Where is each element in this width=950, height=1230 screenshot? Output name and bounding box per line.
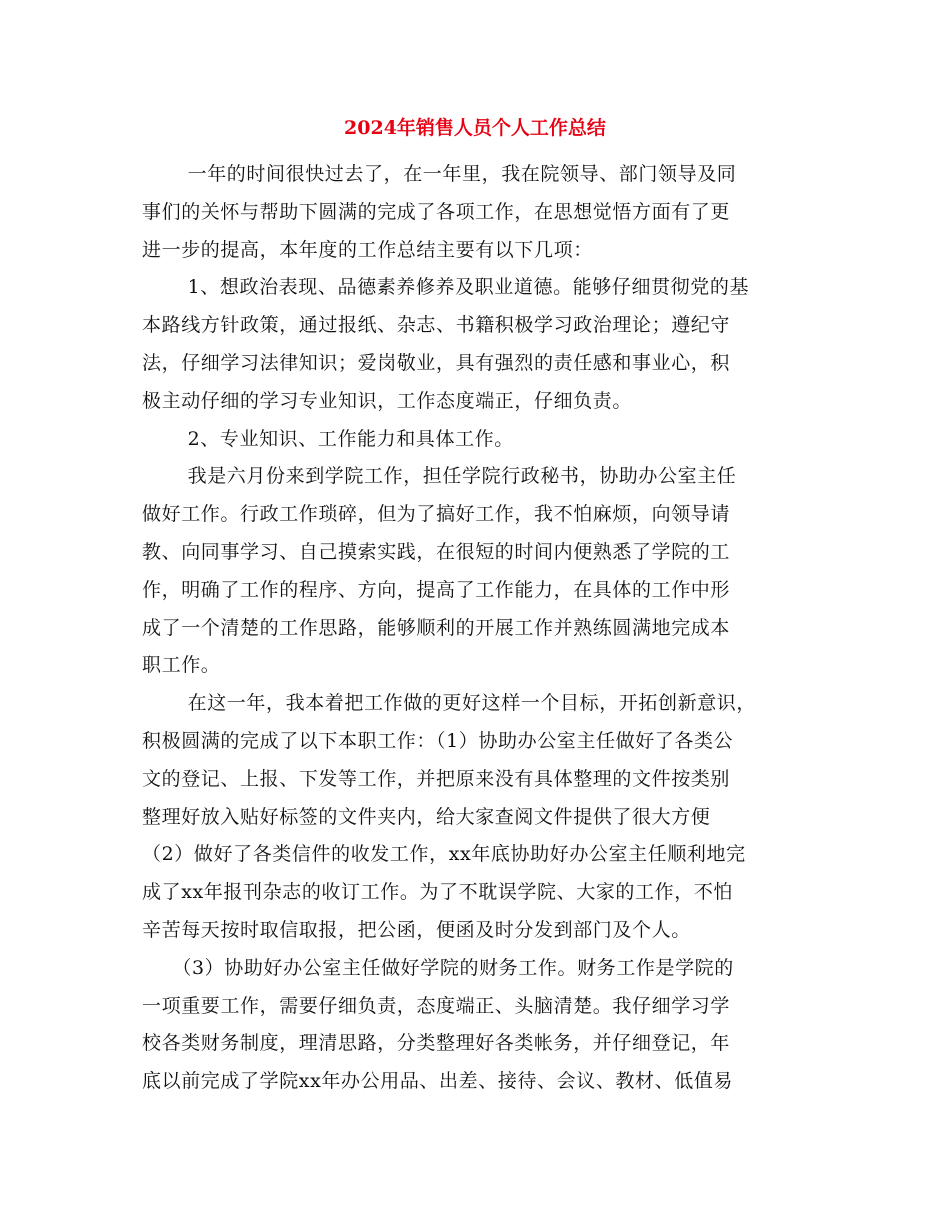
text-line: 作，明确了工作的程序、方向，提高了工作能力，在具体的工作中形 [142,578,731,601]
text-line: 成了xx年报刊杂志的收订工作。为了不耽误学院、大家的工作，不怕 [142,881,734,904]
text-line: 法，仔细学习法律知识；爱岗敬业，具有强烈的责任感和事业心，积 [142,351,731,374]
text-line: 我是六月份来到学院工作，担任学院行政秘书，协助办公室主任 [187,465,737,488]
text-line: 一年的时间很快过去了，在一年里，我在院领导、部门领导及同 [187,163,737,185]
text-line: 积极圆满的完成了以下本职工作：（1）协助办公室主任做好了各类公 [142,729,734,752]
paragraph-6 [142,950,810,1101]
text-line: 2、专业知识、工作能力和具体工作。 [187,427,514,450]
text-line: 职工作。 [142,654,221,677]
text-line: 进一步的提高，本年度的工作总结主要有以下几项： [142,238,593,261]
paragraph-5 [142,685,810,950]
document-body [142,156,810,1101]
text-line: 一项重要工作，需要仔细负责，态度端正、头脑清楚。我仔细学习学 [142,994,731,1017]
text-line: 辛苦每天按时取信取报，把公函，便函及时分发到部门及个人。 [142,918,691,941]
text-line: 本路线方针政策，通过报纸、杂志、书籍积极学习政治理论；遵纪守 [142,314,731,337]
text-line: 文的登记、上报、下发等工作，并把原来没有具体整理的文件按类别 [142,767,731,790]
paragraph-1 [142,156,810,269]
text-line: 事们的关怀与帮助下圆满的完成了各项工作，在思想觉悟方面有了更 [142,200,731,223]
paragraph-2 [142,269,810,420]
document-title: 2024年销售人员个人工作总结 [344,117,606,139]
text-line: 在这一年，我本着把工作做的更好这样一个目标，开拓创新意识， [187,692,756,715]
paragraph-4 [142,458,810,685]
text-line: 教、向同事学习、自己摸索实践，在很短的时间内便熟悉了学院的工 [142,540,731,563]
text-line: 1、想政治表现、品德素养修养及职业道德。能够仔细贯彻党的基 [187,276,750,299]
text-line: （2）做好了各类信件的收发工作，xx年底协助好办公室主任顺利地完 [142,843,746,866]
text-line: 做好工作。行政工作琐碎，但为了搞好工作，我不怕麻烦，向领导请 [142,503,731,526]
text-line: （3）协助好办公室主任做好学院的财务工作。财务工作是学院的 [172,956,734,979]
text-line: 校各类财务制度，理清思路，分类整理好各类帐务，并仔细登记，年 [142,1032,731,1055]
text-line: 底以前完成了学院xx年办公用品、出差、接待、会议、教材、低值易 [142,1070,734,1093]
text-line: 整理好放入贴好标签的文件夹内，给大家查阅文件提供了很大方便 [142,805,711,828]
paragraph-3 [142,421,810,459]
text-line: 成了一个清楚的工作思路，能够顺利的开展工作并熟练圆满地完成本 [142,616,731,639]
text-line: 极主动仔细的学习专业知识，工作态度端正，仔细负责。 [142,389,633,412]
